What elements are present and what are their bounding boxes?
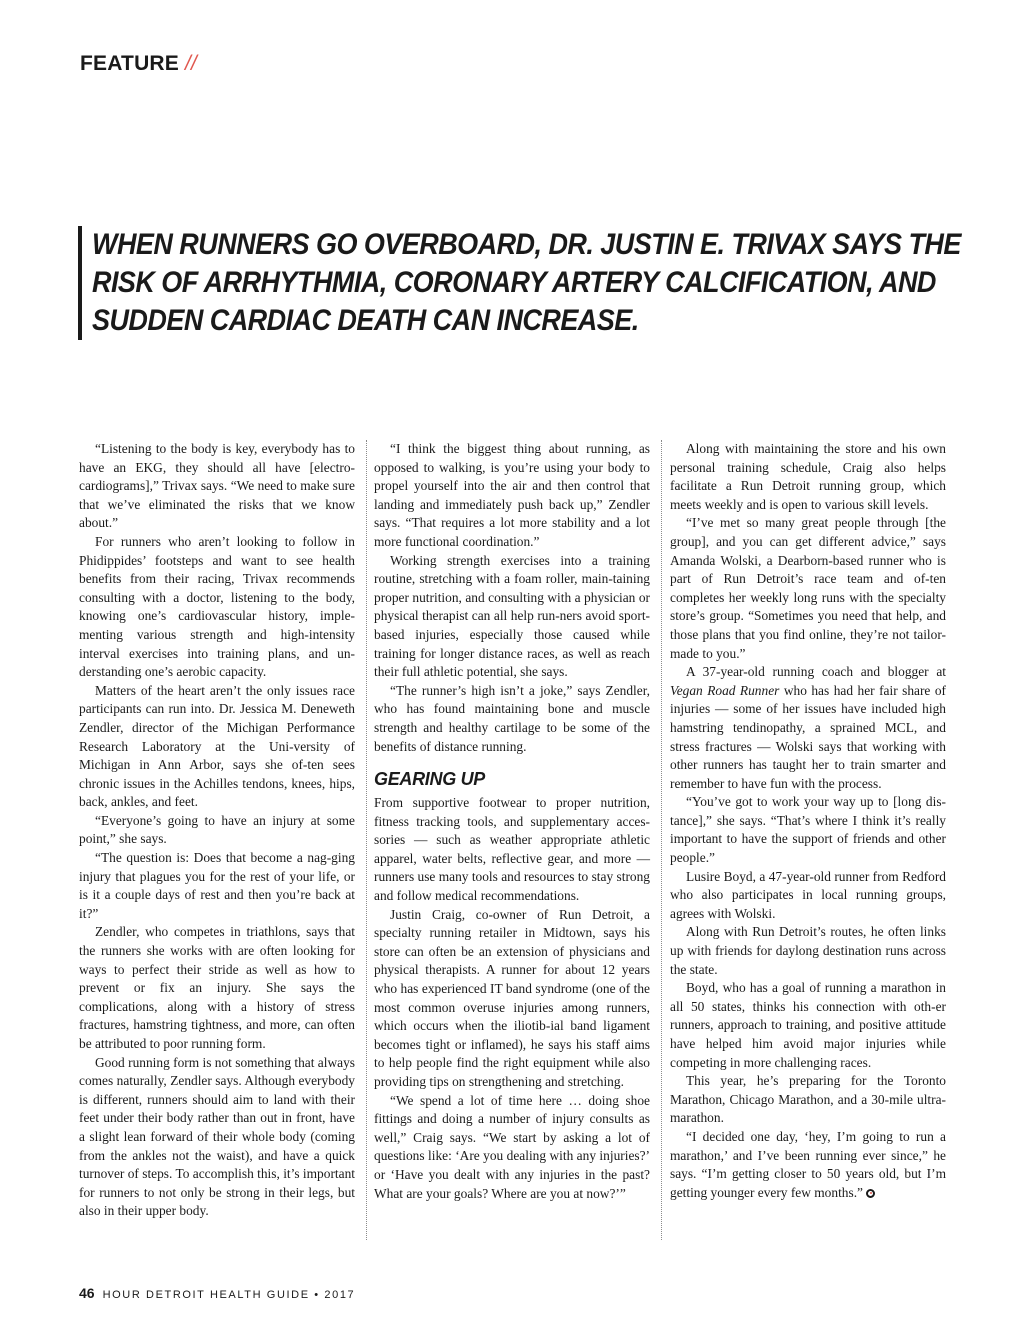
end-of-article-mark-icon bbox=[866, 1189, 875, 1198]
paragraph: “You’ve got to work your way up to [long dis-tance],” she says. “That’s where I think it’s really important to have the support of friends and other people.” bbox=[670, 794, 946, 866]
column-divider bbox=[661, 440, 662, 1240]
paragraph: Zendler, who competes in triathlons, says that the runners she works with are often looking for ways to perfect their stride as well as how to prevent or fix an injury. She says the complications, along with a history of stress fractures, hamstring tightness, and more, can often be attributed to poor running form. bbox=[79, 924, 355, 1051]
text-run: “I decided one day, ‘hey, I’m going to run a marathon,’ and I’ve been running ever since,” he says. “I’m getting closer to 50 years old, but I’m getting younger every few months.” bbox=[670, 1128, 946, 1200]
paragraph bbox=[670, 1128, 946, 1202]
paragraph: “I’ve met so many great people through [the group], and you can get different advice,” says Amanda Wolski, a Dearborn-based runner who is part of Run Detroit’s race team and of-ten completes her weekly long runs with the specialty store’s group. “Sometimes you need that help, and those plans that you find online, they’re not tailor-made to you.” bbox=[670, 515, 946, 661]
text-run: who has had her fair share of injuries — some of her issues have included high hamstring tendinopathy, a sprained MCL, and stress fractures — Wolski says that working with other runners has taught her to train smarter and remember to have fun with the process. bbox=[670, 682, 946, 791]
paragraph: “I think the biggest thing about running, as opposed to walking, is you’re using your body to propel yourself into the air and then control that landing and immediately push back up,” Zendler says. “That requires a lot more stability and a lot more functional coordination.” bbox=[374, 441, 650, 549]
pull-quote bbox=[78, 226, 972, 340]
paragraph: Matters of the heart aren’t the only issues race participants can run into. Dr. Jessica M. Deneweth Zendler, director of the Michigan Performance Research Laboratory at the Uni-versity of Michigan in Ann Arbor, says she of-ten sees chronic issues in the Achilles tendons, knees, hips, back, ankles, and feet. bbox=[79, 682, 355, 810]
article-column-3 bbox=[670, 440, 946, 1202]
paragraph: “The question is: Does that become a nag-ging injury that plagues you for the rest of your life, or is it a couple days of rest and then you’re back at it?” bbox=[79, 850, 355, 921]
paragraph: Along with Run Detroit’s routes, he often links up with friends for daylong destination runs across the state. bbox=[670, 924, 946, 977]
paragraph: Good running form is not something that always comes naturally, Zendler says. Although everybody is different, runners should aim to land with their feet under their body rather than out in front, have a slight lean forward of their whole body (coming from the ankles not the waist), and have a quick turnover of steps. To accomplish this, it’s important for runners to not only be strong in their legs, but also in their upper body. bbox=[79, 1054, 355, 1219]
publication-name: HOUR DETROIT HEALTH GUIDE • 2017 bbox=[102, 1289, 356, 1301]
paragraph: “Listening to the body is key, everybody has to have an EKG, they should all have [electro-cardiograms],” Trivax says. “We need to make sure that we’ve eliminated the risks that we know about.” bbox=[79, 441, 355, 531]
paragraph: For runners who aren’t looking to follow in Phidippides’ footsteps and want to see health benefits from their racing, Trivax recommends consulting with a doctor, listening to the body, knowing one’s cardiovascular history, imple-menting various strength and high-intensity interval exercises into training plans, and un-derstanding one’s aerobic capacity. bbox=[79, 533, 355, 680]
section-name: FEATURE bbox=[80, 52, 180, 75]
pull-quote-text: WHEN RUNNERS GO OVERBOARD, DR. JUSTIN E. TRIVAX SAYS THE RISK OF ARRHYTHMIA, CORONARY ARTERY CALCIFICATION, AND SUDDEN CARDIAC DEATH CAN INCREASE. bbox=[92, 228, 961, 337]
paragraph: This year, he’s preparing for the Toronto Marathon, Chicago Marathon, and a 30-mile ultra-marathon. bbox=[670, 1073, 946, 1126]
article-column-1 bbox=[79, 440, 355, 1221]
paragraph: Along with maintaining the store and his own personal training schedule, Craig also helps facilitate a Run Detroit running group, which meets weekly and is open to various skill levels. bbox=[670, 441, 946, 512]
paragraph: “We spend a lot of time here … doing shoe fittings and doing a number of injury consults as well,” Craig says. “We start by asking a lot of questions like: ‘Are you dealing with any injuries?’ or ‘Have you dealt with any injuries in the past? What are your goals? Where are you at now?’” bbox=[374, 1092, 650, 1201]
article-column-2 bbox=[374, 440, 650, 1203]
page-number: 46 bbox=[79, 1285, 95, 1301]
section-slashes: // bbox=[185, 52, 198, 75]
section-label bbox=[80, 52, 197, 76]
paragraph: Justin Craig, co-owner of Run Detroit, a specialty running retailer in Midtown, says his store can often be an extension of physicians and physical therapists. A runner for about 12 years who has experienced IT band syndrome (one of the most common overuse injuries among runners, which occurs when the iliotib-ial band ligament becomes tight or inflamed), he says his staff aims to help people find the right equipment while also providing tips on strengthening and stretching. bbox=[374, 906, 650, 1089]
paragraph: Boyd, who has a goal of running a marathon in all 50 states, thinks his connection with oth-er runners, approach to training, and positive attitude have helped him avoid major injuries while competing in more challenging races. bbox=[670, 980, 946, 1070]
page-footer bbox=[79, 1285, 355, 1301]
paragraph: From supportive footwear to proper nutrition, fitness tracking tools, and supplementary acces-sories — such as weather appropriate athletic apparel, water belts, reflective gear, and more — runners use many tools and resources to stay strong and follow medical recommendations. bbox=[374, 795, 650, 904]
paragraph: Lusire Boyd, a 47-year-old runner from Redford who also participates in local running groups, agrees with Wolski. bbox=[670, 868, 946, 921]
subhead-gearing-up: GEARING UP bbox=[374, 769, 486, 790]
paragraph bbox=[670, 663, 946, 793]
paragraph: “Everyone’s going to have an injury at some point,” she says. bbox=[79, 812, 355, 847]
text-run: A 37-year-old running coach and blogger at bbox=[686, 664, 946, 680]
paragraph: “The runner’s high isn’t a joke,” says Zendler, who has found maintaining bone and muscle strength and healthy cartilage to be some of the benefits of distance running. bbox=[374, 682, 650, 754]
paragraph: Working strength exercises into a training routine, stretching with a foam roller, main-taining proper nutrition, and consulting with a physician or physical therapist can all help run-ners avoid sport-based injuries, especially those caused while training for longer distance races, as well as reach their full athletic potential, she says. bbox=[374, 552, 650, 680]
column-divider bbox=[366, 440, 367, 1240]
blog-name: Vegan Road Runner bbox=[670, 682, 780, 698]
